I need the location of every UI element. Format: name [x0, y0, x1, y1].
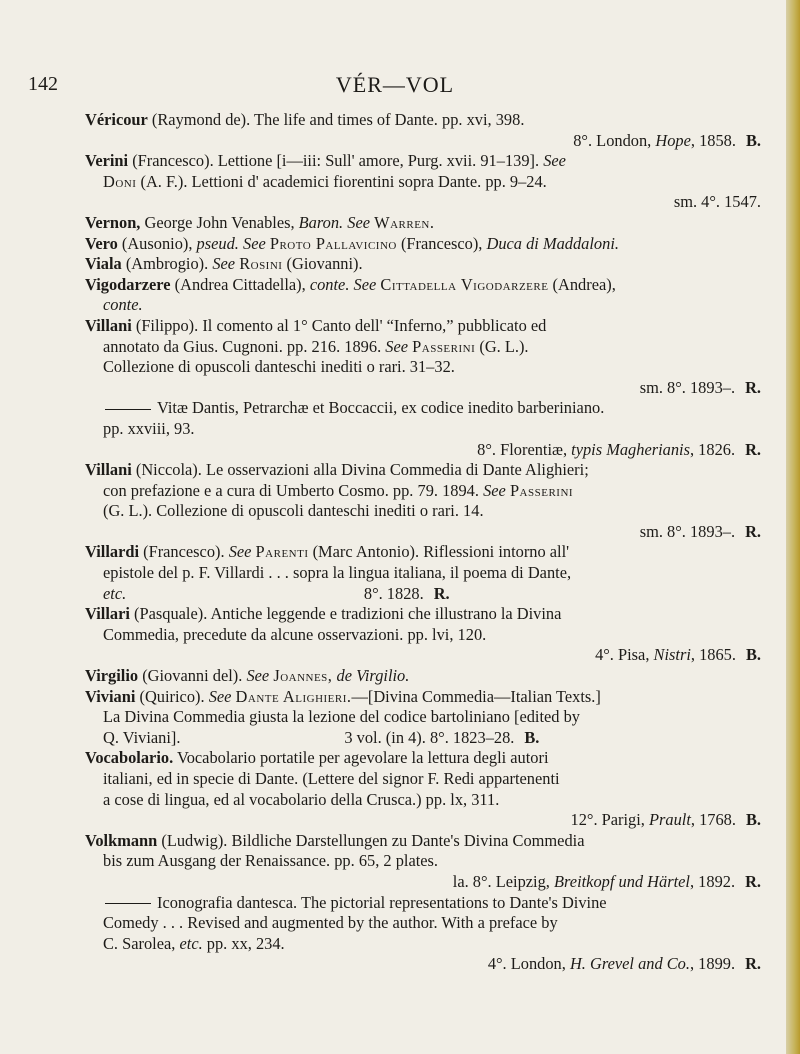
- entry-text: (Giovanni del).: [138, 666, 247, 686]
- entry-text: italiani, ed in specie di Dante. (Lettere del signor F. Redi appartenenti: [103, 769, 560, 788]
- cross-reference: Dante Alighieri.: [235, 686, 352, 706]
- bibliography-entry: [85, 666, 765, 687]
- entry-line: [85, 563, 765, 584]
- entry-text: (Raymond de). The life and times of Dante. pp. xvi, 398.: [147, 110, 525, 129]
- entry-line: [85, 790, 765, 811]
- bibliography-entry: [85, 893, 765, 975]
- entry-line: [85, 707, 765, 728]
- cross-reference: Passerini: [412, 336, 476, 356]
- entry-line: [85, 192, 765, 213]
- entry-text: (Andrea),: [548, 274, 616, 294]
- bibliography-entry: [85, 604, 765, 666]
- entry-heading: Verini: [85, 151, 129, 171]
- italic-text: conte.: [103, 295, 143, 315]
- cross-reference: Cittadella Vigodarzere: [380, 274, 549, 294]
- entry-text: 4°. Pisa,: [595, 645, 654, 665]
- entry-line: [85, 110, 765, 131]
- cross-reference: Parenti: [255, 542, 309, 562]
- entry-text: (Pasquale). Antiche leggende e tradizioni che illustrano la Divina: [129, 604, 562, 624]
- entry-line: [85, 151, 765, 172]
- location-tag: R.: [745, 521, 761, 541]
- entry-line: [85, 872, 765, 893]
- location-tag: B.: [745, 130, 761, 150]
- entry-line: [85, 687, 765, 708]
- entry-text: sm. 4°. 1547.: [673, 192, 761, 212]
- entry-text: annotato da Gius. Cugnoni. pp. 216. 1896.: [103, 336, 386, 356]
- entry-text: (Andrea Cittadella),: [170, 274, 310, 294]
- entry-line: [85, 831, 765, 852]
- location-tag: B.: [745, 810, 761, 830]
- entry-text: (Francesco). Lettione [i—iii: Sull' amore, Purg. xvii. 91–139].: [128, 151, 544, 171]
- entry-text: (Marc Antonio). Riflessioni intorno all': [308, 542, 570, 562]
- entry-text: 12°. Parigi,: [570, 810, 649, 830]
- entry-text: (Giovanni).: [282, 254, 363, 274]
- entry-line: [85, 275, 765, 296]
- location-tag: R.: [745, 871, 761, 891]
- entry-text: , 1865.: [690, 645, 736, 665]
- italic-text: See: [246, 666, 270, 686]
- entry-line: [85, 769, 765, 790]
- cross-reference: Proto Pallavicino: [269, 233, 397, 253]
- entry-text: Vocabolario portatile per agevolare la lettura degli autori: [173, 748, 549, 768]
- running-title: VÉR—VOL: [335, 72, 455, 97]
- entry-text: la. 8°. Leipzig,: [452, 871, 555, 891]
- index-entries: [85, 110, 765, 975]
- entry-heading: Virgilio: [85, 666, 139, 686]
- entry-line: [85, 419, 765, 440]
- italic-text: pseud.: [196, 233, 239, 253]
- bibliography-entry: [85, 542, 765, 604]
- bibliography-entry: [85, 151, 765, 213]
- entry-line: [85, 666, 765, 687]
- entry-text: 8°. 1828.: [126, 583, 424, 603]
- italic-text: etc.: [103, 583, 127, 603]
- entry-text: , 1892.: [689, 871, 736, 891]
- entry-text: (Francesco).: [139, 542, 229, 562]
- entry-text: epistole del p. F. Villardi . . . sopra la lingua italiana, il poema di Dante,: [103, 563, 572, 583]
- bibliography-entry: [85, 687, 765, 749]
- entry-text: (G. L.).: [475, 336, 529, 356]
- cross-reference: Rosini: [239, 254, 283, 274]
- entry-text: Q. Viviani]. 3 vol. (in 4). 8°. 1823–28.: [103, 727, 515, 747]
- italic-text: See: [347, 212, 370, 232]
- entry-line: [85, 893, 765, 914]
- entry-line: [85, 748, 765, 769]
- entry-text: Collezione di opuscoli danteschi inediti o rari. 31–32.: [103, 357, 455, 377]
- cross-reference: Joannes,: [273, 666, 333, 686]
- entry-text: Comedy . . . Revised and augmented by the author. With a preface by: [103, 913, 558, 933]
- entry-text: (Quirico).: [135, 686, 209, 706]
- entry-line: [85, 398, 765, 419]
- entry-text: Iconografia dantesca. The pictorial representations to Dante's Divine: [157, 892, 607, 912]
- entry-text: , 1899.: [689, 954, 736, 974]
- entry-line: [85, 440, 765, 461]
- entry-text: pp. xx, 234.: [202, 933, 285, 953]
- entry-line: [85, 295, 765, 316]
- entry-text: (Ambrogio).: [121, 254, 213, 274]
- cross-reference: Passerini: [509, 480, 574, 500]
- italic-text: See: [353, 274, 377, 294]
- entry-line: [85, 460, 765, 481]
- entry-heading: Vigodarzere: [85, 274, 171, 294]
- cross-reference: Doni: [103, 171, 137, 191]
- bibliography-entry: [85, 234, 765, 255]
- italic-text: See: [385, 336, 409, 356]
- entry-text: Vitæ Dantis, Petrarchæ et Boccaccii, ex codice inedito barberiniano.: [157, 398, 605, 418]
- entry-line: [85, 213, 765, 234]
- entry-heading: Viviani: [85, 686, 136, 706]
- italic-text: Baron.: [298, 212, 344, 232]
- italic-text: See: [543, 151, 566, 171]
- entry-line: [85, 131, 765, 152]
- entry-text: (G. L.). Collezione di opuscoli danteschi inediti o rari. 14.: [103, 501, 484, 521]
- entry-line: [85, 934, 765, 955]
- page-edge: [786, 0, 800, 1054]
- italic-text: Hope: [655, 130, 691, 150]
- entry-text: (Ausonio),: [117, 233, 197, 253]
- entry-text: Commedia, precedute da alcune osservazioni. pp. lvi, 120.: [103, 624, 487, 644]
- italic-text: See: [212, 254, 236, 274]
- location-tag: R.: [745, 954, 761, 974]
- entry-text: La Divina Commedia giusta la lezione del codice bartoliniano [edited by: [103, 707, 580, 727]
- location-tag: B.: [524, 727, 540, 747]
- entry-text: sm. 8°. 1893–.: [639, 521, 736, 541]
- italic-text: de Virgilio.: [336, 666, 410, 686]
- entry-text: George John Venables,: [140, 212, 299, 232]
- italic-text: conte.: [309, 274, 350, 294]
- bibliography-entry: [85, 213, 765, 234]
- entry-line: [85, 851, 765, 872]
- bibliography-entry: [85, 748, 765, 830]
- entry-line: [85, 810, 765, 831]
- bibliography-entry: [85, 316, 765, 398]
- italic-text: Nistri: [653, 645, 691, 665]
- entry-text: (A. F.). Lettioni d' academici fiorentini sopra Dante. pp. 9–24.: [136, 171, 547, 191]
- entry-text: 8°. Florentiæ,: [477, 439, 572, 459]
- entry-line: [85, 234, 765, 255]
- entry-text: (Niccola). Le osservazioni alla Divina Commedia di Dante Alighieri;: [131, 460, 589, 480]
- location-tag: R.: [745, 377, 761, 397]
- entry-heading: Véricour: [85, 110, 148, 129]
- entry-text: (Francesco),: [396, 233, 487, 253]
- bibliography-entry: [85, 831, 765, 893]
- entry-heading: Villani: [85, 315, 132, 335]
- page-header: [0, 73, 790, 103]
- cross-reference: Warren.: [374, 212, 435, 232]
- entry-line: [85, 645, 765, 666]
- entry-line: [85, 913, 765, 934]
- entry-line: [85, 316, 765, 337]
- entry-line: [85, 954, 765, 975]
- ditto-dash: [105, 903, 151, 904]
- entry-heading: Vocabolario.: [85, 748, 174, 768]
- location-tag: R.: [433, 583, 450, 603]
- entry-heading: Vernon,: [85, 212, 141, 232]
- entry-line: [85, 522, 765, 543]
- entry-text: con prefazione e a cura di Umberto Cosmo. pp. 79. 1894.: [103, 480, 484, 500]
- italic-text: See: [483, 480, 506, 500]
- entry-text: , 1768.: [690, 810, 736, 830]
- entry-heading: Vero: [85, 233, 118, 253]
- entry-line: [85, 481, 765, 502]
- bibliography-entry: [85, 460, 765, 542]
- entry-text: , 1858.: [690, 130, 736, 150]
- italic-text: Duca di Maddaloni.: [486, 233, 619, 253]
- page-number: 142: [28, 73, 58, 95]
- entry-line: [85, 172, 765, 193]
- bibliography-entry: [85, 398, 765, 460]
- entry-line: [85, 357, 765, 378]
- italic-text: See: [208, 686, 232, 706]
- italic-text: Breitkopf und Härtel: [554, 871, 690, 891]
- bibliography-entry: [85, 110, 765, 151]
- entry-text: (Ludwig). Bildliche Darstellungen zu Dante's Divina Commedia: [157, 830, 585, 850]
- italic-text: See: [243, 233, 266, 253]
- location-tag: R.: [745, 439, 761, 459]
- entry-line: [85, 337, 765, 358]
- italic-text: Prault: [649, 810, 691, 830]
- italic-text: typis Magherianis: [571, 439, 690, 459]
- entry-heading: Volkmann: [85, 830, 158, 850]
- entry-text: , 1826.: [689, 439, 736, 459]
- italic-text: H. Grevel and Co.: [569, 954, 690, 974]
- entry-line: [85, 542, 765, 563]
- entry-line: [85, 604, 765, 625]
- entry-heading: Villari: [85, 604, 130, 624]
- entry-line: [85, 728, 765, 749]
- entry-heading: Viala: [85, 254, 122, 274]
- entry-line: [85, 501, 765, 522]
- entry-line: [85, 584, 765, 605]
- entry-text: —[Divina Commedia—Italian Texts.]: [351, 686, 601, 706]
- entry-heading: Villani: [85, 460, 132, 480]
- entry-text: pp. xxviii, 93.: [103, 418, 195, 438]
- entry-text: bis zum Ausgang der Renaissance. pp. 65, 2 plates.: [103, 851, 439, 871]
- bibliography-entry: [85, 254, 765, 275]
- entry-text: a cose di lingua, ed al vocabolario della Crusca.) pp. lx, 311.: [103, 789, 500, 809]
- entry-text: sm. 8°. 1893–.: [639, 377, 736, 397]
- entry-line: [85, 378, 765, 399]
- italic-text: See: [228, 542, 252, 562]
- entry-text: 8°. London,: [573, 130, 656, 150]
- entry-text: C. Sarolea,: [103, 933, 180, 953]
- entry-heading: Villardi: [85, 542, 140, 562]
- location-tag: B.: [745, 645, 761, 665]
- bibliography-entry: [85, 275, 765, 316]
- entry-text: (Filippo). Il comento al 1° Canto dell' “Inferno,” pubblicato ed: [131, 315, 547, 335]
- italic-text: etc.: [179, 933, 203, 953]
- entry-text: 4°. London,: [487, 954, 570, 974]
- entry-line: [85, 254, 765, 275]
- entry-line: [85, 625, 765, 646]
- ditto-dash: [105, 409, 151, 410]
